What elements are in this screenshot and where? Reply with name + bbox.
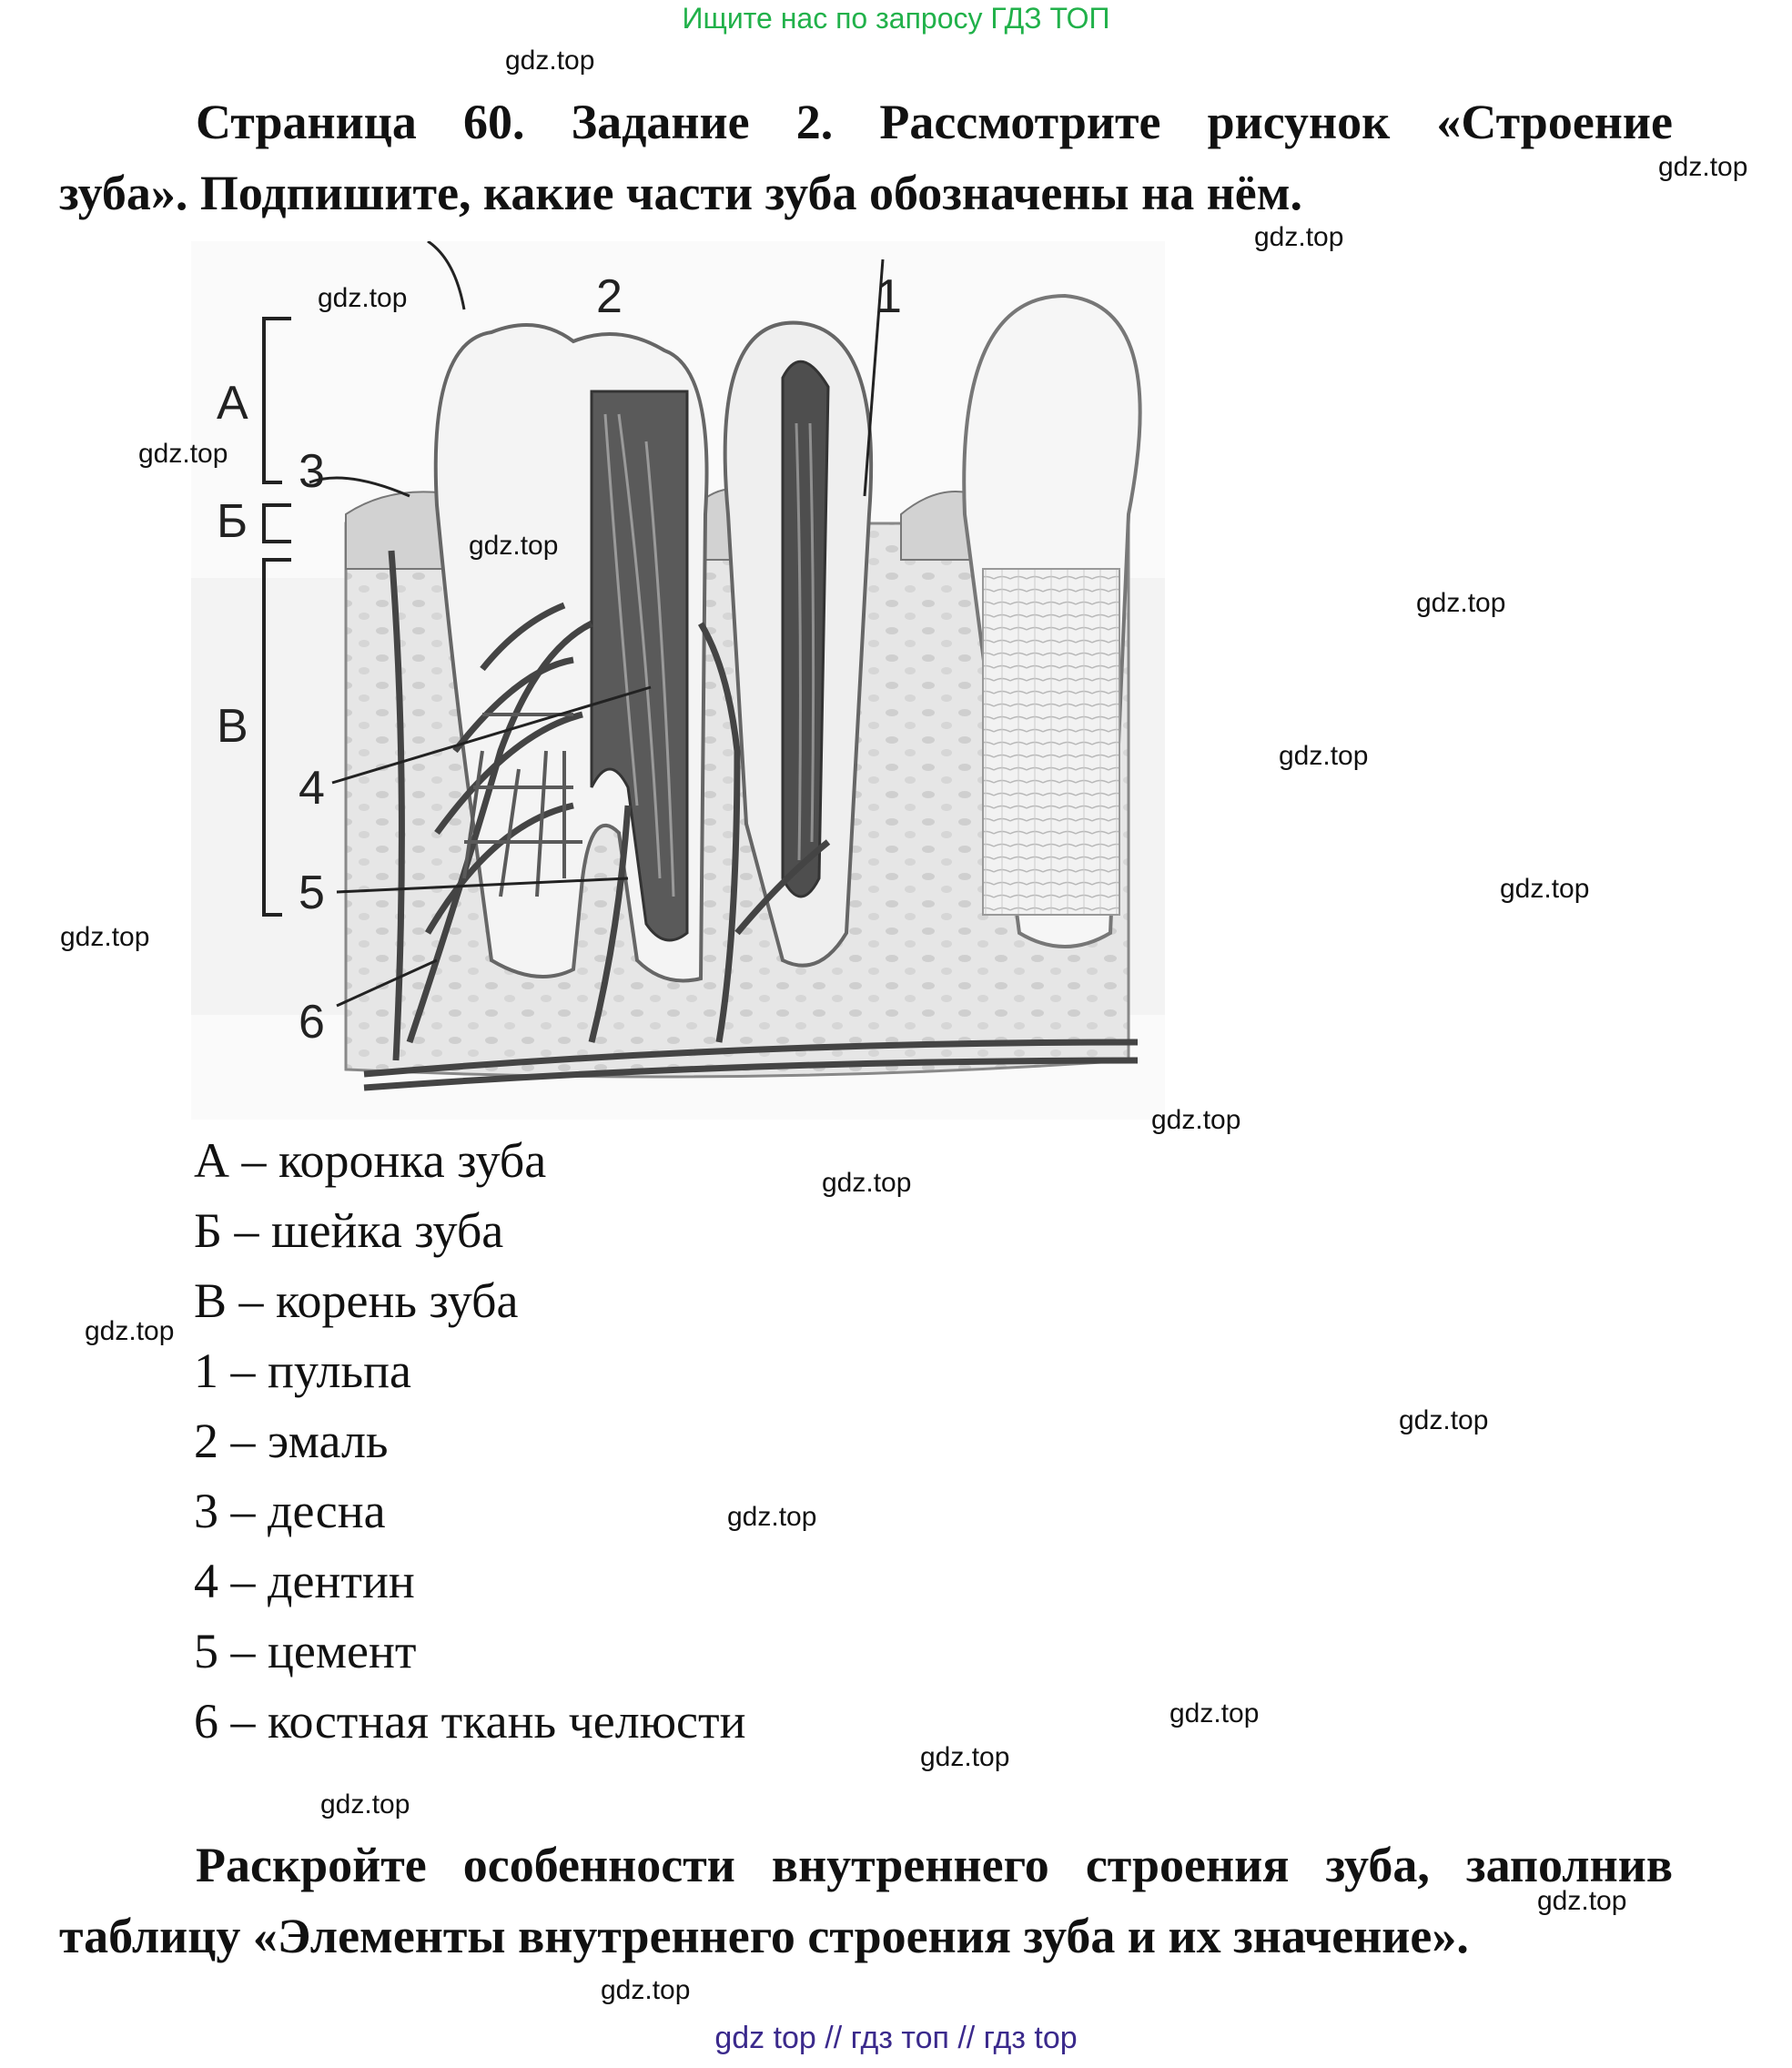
answer-a: А – коронка зуба <box>194 1133 547 1188</box>
watermark: gdz.top <box>1399 1405 1489 1435</box>
task-heading-line-1: Страница 60. Задание 2. Рассмотрите рисунок «Строение <box>196 95 1673 149</box>
answer-2: 2 – эмаль <box>194 1414 389 1468</box>
figure-label-b: Б <box>217 495 248 548</box>
watermark: gdz.top <box>1279 741 1369 771</box>
watermark: gdz.top <box>601 1975 691 2005</box>
watermark: gdz.top <box>60 922 150 952</box>
footer-links[interactable]: gdz top // гдз топ // гдз top <box>714 2021 1078 2055</box>
figure-label-4: 4 <box>299 762 325 815</box>
figure-label-a: А <box>217 377 248 430</box>
top-search-link[interactable]: Ищите нас по запросу ГДЗ ТОП <box>682 2 1110 35</box>
watermark: gdz.top <box>1169 1698 1260 1728</box>
watermark: gdz.top <box>1254 222 1344 252</box>
figure-label-2: 2 <box>596 270 623 323</box>
watermark: gdz.top <box>1537 1886 1627 1916</box>
answer-b: Б – шейка зуба <box>194 1203 504 1258</box>
answer-4: 4 – дентин <box>194 1554 415 1608</box>
watermark: gdz.top <box>822 1168 912 1198</box>
figure-label-5: 5 <box>299 867 325 919</box>
answer-6: 6 – костная ткань челюсти <box>194 1694 746 1749</box>
figure-label-6: 6 <box>299 996 325 1049</box>
task-heading <box>59 86 1673 228</box>
watermark: gdz.top <box>469 531 559 561</box>
watermark: gdz.top <box>320 1789 410 1820</box>
task-heading-line-2: зуба». Подпишите, какие части зуба обозначены на нём. <box>59 166 1303 220</box>
watermark: gdz.top <box>1500 874 1590 904</box>
figure-label-1: 1 <box>876 270 902 323</box>
watermark: gdz.top <box>1151 1105 1241 1135</box>
answer-5: 5 – цемент <box>194 1624 417 1678</box>
watermark: gdz.top <box>505 46 595 76</box>
watermark: gdz.top <box>318 283 408 313</box>
watermark: gdz.top <box>920 1742 1010 1772</box>
watermark: gdz.top <box>85 1316 175 1346</box>
premolar-pulp <box>783 361 828 897</box>
watermark: gdz.top <box>1658 152 1748 182</box>
watermark: gdz.top <box>727 1502 817 1532</box>
task2-heading-line-1: Раскройте особенности внутреннего строения зуба, заполнив <box>196 1838 1673 1892</box>
answer-v: В – корень зуба <box>194 1273 519 1328</box>
answer-1: 1 – пульпа <box>194 1343 411 1398</box>
tooth-structure-figure <box>191 241 1165 1120</box>
canine-root-network <box>983 569 1119 915</box>
task2-heading-line-2: таблицу «Элементы внутреннего строения зуба и их значение». <box>59 1909 1469 1963</box>
watermark: gdz.top <box>1416 588 1506 618</box>
figure-label-v: В <box>217 700 248 753</box>
answer-3: 3 – десна <box>194 1484 386 1538</box>
figure-label-3: 3 <box>299 445 325 498</box>
watermark: gdz.top <box>138 439 228 469</box>
task2-heading <box>59 1830 1673 1972</box>
